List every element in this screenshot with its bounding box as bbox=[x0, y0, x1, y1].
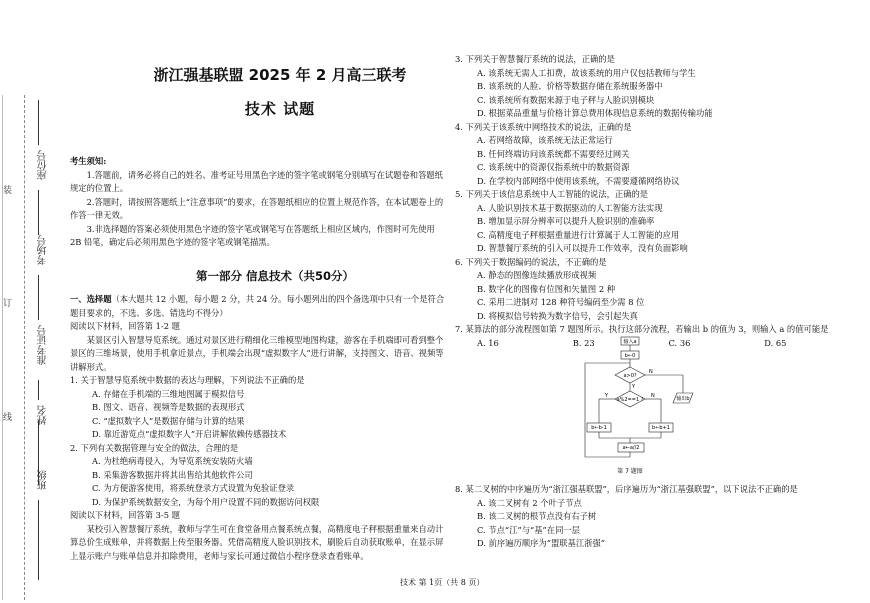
flowchart-decision: a>0? bbox=[623, 373, 637, 379]
field-seat-number: 座位号 bbox=[38, 150, 49, 180]
option: A. 16 bbox=[477, 337, 499, 348]
binding-cut-line bbox=[24, 95, 25, 600]
notice-block bbox=[70, 155, 445, 250]
exam-subtitle: 技术 试题 bbox=[244, 100, 316, 118]
option: D. 在学校内部网络中使用该系统，不需要遵循网络协议 bbox=[477, 175, 680, 186]
right-column bbox=[455, 53, 860, 350]
option: C. 36 bbox=[668, 337, 691, 348]
question-stem: 1. 关于智慧导览系统中数据的表达与理解，下列说法不正确的是 bbox=[70, 375, 305, 385]
page-footer: 技术 第 1页（共 8 页） bbox=[400, 578, 485, 587]
exam-title: 浙江强基联盟 2025 年 2 月高三联考 bbox=[153, 66, 407, 84]
option: D. 65 bbox=[764, 337, 787, 348]
option: A. 人脸识别技术基于数据驱动的人工智能方法实现 bbox=[477, 202, 663, 213]
flowchart-no-label: N bbox=[649, 369, 653, 375]
binding-outer-line bbox=[2, 95, 3, 600]
option: C. 节点“江”与“基”在同一层 bbox=[477, 524, 580, 535]
option: A. 静态的图像连续播放形成视频 bbox=[477, 270, 597, 280]
notice-item: 3.非选择题的答案必须使用黑色字迹的签字笔或钢笔写在答题纸上相应区域内，作图时可先使用 2B 铅笔，确定后必须用黑色字迹的签字笔或钢笔描黑。 bbox=[70, 223, 435, 247]
flowchart-box: b←b-1 bbox=[591, 425, 607, 431]
field-line bbox=[38, 380, 39, 400]
cut-mark: 装 bbox=[3, 186, 13, 196]
question-stem: 4. 下列关于该系统中网络技术的说法，正确的是 bbox=[455, 121, 632, 132]
option: A. 该系统无需人工扣费，故该系统的用户仅包括教师与学生 bbox=[477, 67, 696, 78]
flowchart-box: b←0 bbox=[624, 353, 636, 359]
cut-mark: 线 bbox=[3, 413, 13, 423]
notice-heading: 考生须知: bbox=[70, 156, 107, 166]
question-stem: 8. 某二叉树的中序遍历为“浙江强基联盟”，后序遍历为“浙江基强联盟”，以下说法不正确的是 bbox=[455, 484, 798, 494]
option: B. 图文、语音、视频等是数据的表现形式 bbox=[92, 402, 245, 412]
field-line bbox=[38, 190, 39, 235]
option: B. 增加显示屏分辨率可以提升人脸识别的准确率 bbox=[477, 216, 655, 226]
material-intro: 阅读以下材料，回答第 3-5 题 bbox=[70, 510, 180, 520]
question-stem: 3. 下列关于智慧餐厅系统的说法，正确的是 bbox=[455, 54, 615, 64]
option: B. 采集游客数据并将其出售给其他软件公司 bbox=[92, 469, 253, 480]
flowchart-box: a←a//2 bbox=[622, 445, 640, 451]
flowchart-box: 输入a bbox=[623, 339, 637, 345]
option: D. 为保护系统数据安全，为每个用户设置不同的数据访问权限 bbox=[92, 496, 320, 507]
left-column bbox=[70, 293, 445, 563]
flowchart-output: 输出b bbox=[676, 396, 690, 402]
option: C. 采用二进制对 128 种符号编码至少需 8 位 bbox=[477, 297, 645, 307]
question-8 bbox=[455, 483, 860, 551]
question-stem: 6. 下列关于数据编码的说法，不正确的是 bbox=[455, 256, 607, 267]
option: A. 若网络故障，该系统无法正常运行 bbox=[477, 135, 613, 145]
option: C. “虚拟数字人”是数据存储与计算的结果 bbox=[92, 415, 245, 426]
field-line bbox=[38, 275, 39, 320]
flowchart-yes-label: Y bbox=[605, 393, 609, 399]
question-stem: 5. 下列关于该信息系统中人工智能的说法，正确的是 bbox=[455, 189, 649, 199]
field-exam-number: 准考证号 bbox=[38, 325, 49, 365]
material-text: 某景区引入智慧导览系统。通过对景区进行精细化三维模型地图构建，游客在手机端即可看到整个景区的三维场景，使用手机拿近景点，手机端会出现“虚拟数字人”进行讲解，支持图文、语音、视频等讲解形式。 bbox=[70, 334, 444, 372]
field-room-number: 考场号 bbox=[38, 235, 49, 265]
option: B. 23 bbox=[572, 337, 595, 348]
option: C. 该系统所有数据来源于电子秤与人脸识别模块 bbox=[477, 94, 655, 105]
material-text: 某校引入智慧餐厅系统，教师与学生可在食堂备用点餐系统点餐，高精度电子秤根据重量来自动计算总价生成账单，并将数据上传至服务器。凭借高精度人脸识别技术，刷脸后自动获取账单，在显示屏上显示账户与账单信息并扣除费用，老师与家长可通过微信小程序登录查看账单。 bbox=[70, 523, 444, 561]
option: B. 该二叉树的根节点没有右子树 bbox=[477, 511, 597, 521]
option: D. 靠近游览点“虚拟数字人”开启讲解依赖传感器技术 bbox=[92, 429, 287, 439]
section-title: 第一部分 信息技术（共50分） bbox=[195, 269, 354, 283]
flowchart-yes-label: Y bbox=[632, 384, 636, 390]
option: D. 智慧餐厅系统的引入可以提升工作效率，没有负面影响 bbox=[477, 243, 688, 253]
flowchart-decision: a%2==1 ? bbox=[616, 397, 644, 403]
option: B. 数字化的图像有位图和矢量图 2 种 bbox=[477, 283, 616, 294]
question-stem: 2. 下列有关数据管理与安全的做法，合理的是 bbox=[70, 442, 239, 453]
flowchart-box: b←b+1 bbox=[652, 425, 670, 431]
flowchart-caption: 第 7 题图 bbox=[617, 468, 643, 475]
flowchart-no-label: N bbox=[651, 393, 655, 399]
option: C. 为方便游客使用，将系统登录方式设置为免验证登录 bbox=[92, 483, 295, 493]
option: D. 前序遍历顺序为“盟联基江浙强” bbox=[477, 538, 605, 548]
option: A. 存储在手机端的三维地图属于模拟信号 bbox=[92, 388, 245, 399]
option: A. 该二叉树有 2 个叶子节点 bbox=[477, 497, 582, 508]
option: D. 将模拟信号转换为数字信号，会引起失真 bbox=[477, 310, 638, 321]
option: C. 该系统中的资源仅指系统中的数据资源 bbox=[477, 162, 630, 172]
option: B. 该系统的人脸、价格等数据存储在系统服务器中 bbox=[477, 81, 663, 91]
question-stem: 7. 某算法的部分流程图如第 7 题图所示。执行这部分流程，若输出 b 的值为 3，则输入 a 的值可能是 bbox=[455, 324, 829, 334]
option: C. 高精度电子秤根据重量进行计算属于人工智能的应用 bbox=[477, 229, 680, 240]
binding-strip bbox=[0, 0, 62, 603]
field-line bbox=[38, 100, 39, 145]
field-name: 姓名 bbox=[38, 405, 49, 425]
option: D. 根据菜品重量与价格计算总费用体现信息系统的数据传输功能 bbox=[477, 108, 713, 118]
option: B. 任何终端访问该系统都不需要经过网关 bbox=[477, 148, 630, 159]
notice-item: 2.答题时，请按照答题纸上“注意事项”的要求，在答题纸相应的位置上规范作答，在本试题卷上的作答一律无效。 bbox=[70, 196, 444, 220]
flowchart bbox=[583, 335, 708, 485]
field-class: 班级 bbox=[38, 470, 49, 490]
material-intro: 阅读以下材料，回答第 1-2 题 bbox=[70, 321, 180, 331]
field-line bbox=[38, 500, 39, 580]
option: A. 为杜绝病毒侵入，为导览系统安装防火墙 bbox=[92, 456, 253, 466]
mc-instructions: 一、选择题（本大题共 12 小题，每小题 2 分，共 24 分。每小题列出的四个备选项中只有一个是符合题目要求的，不选、多选、错选均不得分） bbox=[70, 294, 445, 318]
notice-item: 1.答题前，请务必将自己的姓名、准考证号用黑色字迹的签字笔或钢笔分别填写在试题卷和答题纸规定的位置上。 bbox=[70, 169, 443, 193]
cut-mark: 订 bbox=[3, 299, 13, 309]
field-line bbox=[38, 420, 39, 485]
